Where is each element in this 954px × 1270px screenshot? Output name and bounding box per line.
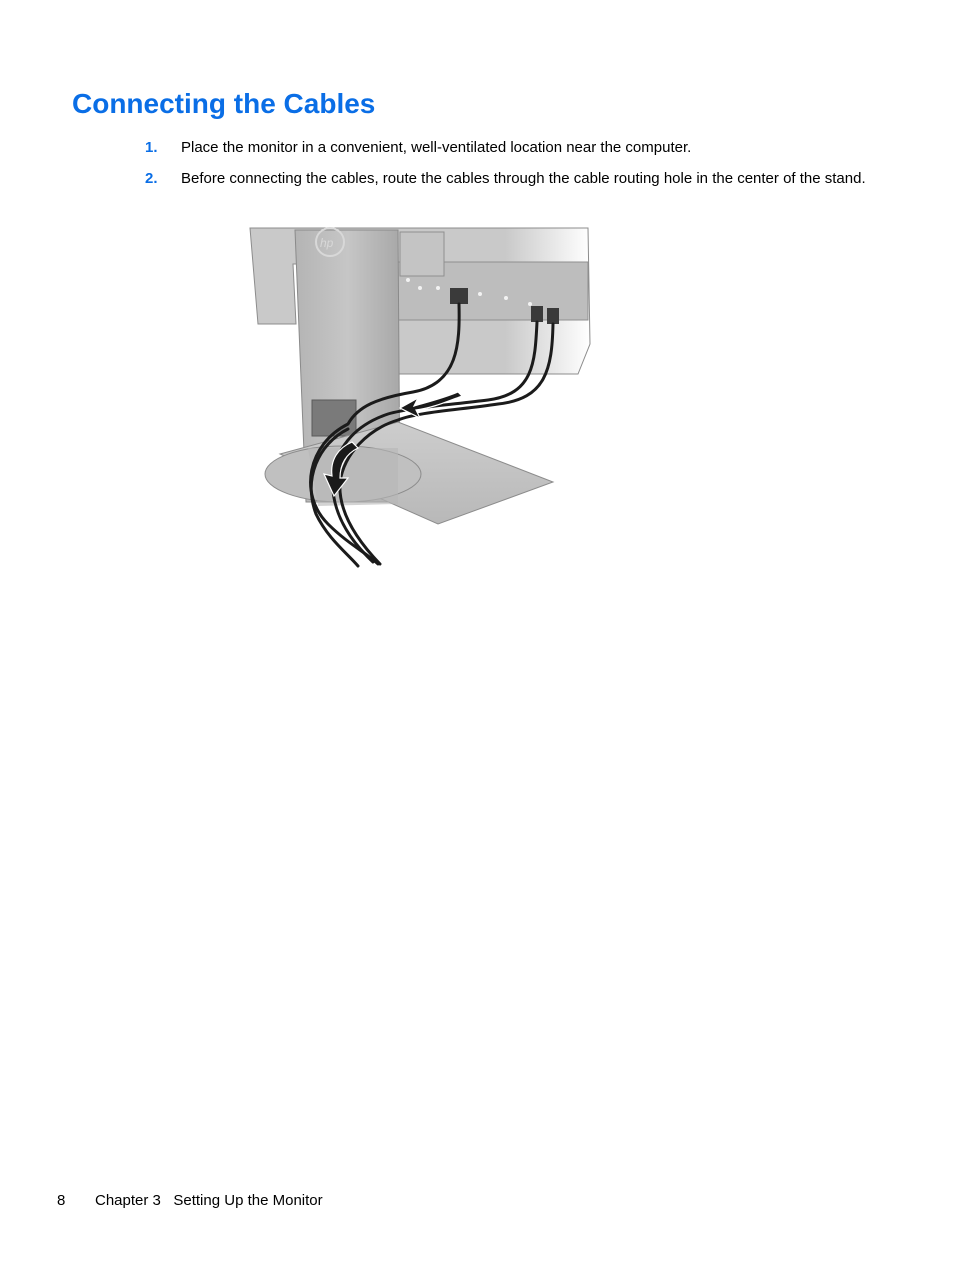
step-number: 1. — [145, 139, 158, 156]
step-text: Before connecting the cables, route the cables through the cable routing hole in the center of the stand. — [181, 170, 866, 187]
svg-text:hp: hp — [320, 236, 334, 250]
chapter-footer: Chapter 3 Setting Up the Monitor — [95, 1192, 323, 1209]
cable-routing-illustration — [248, 224, 598, 569]
step-text: Place the monitor in a convenient, well-ventilated location near the computer. — [181, 139, 692, 156]
step-number: 2. — [145, 170, 158, 187]
page-title: Connecting the Cables — [72, 88, 376, 119]
page-number: 8 — [57, 1192, 66, 1209]
